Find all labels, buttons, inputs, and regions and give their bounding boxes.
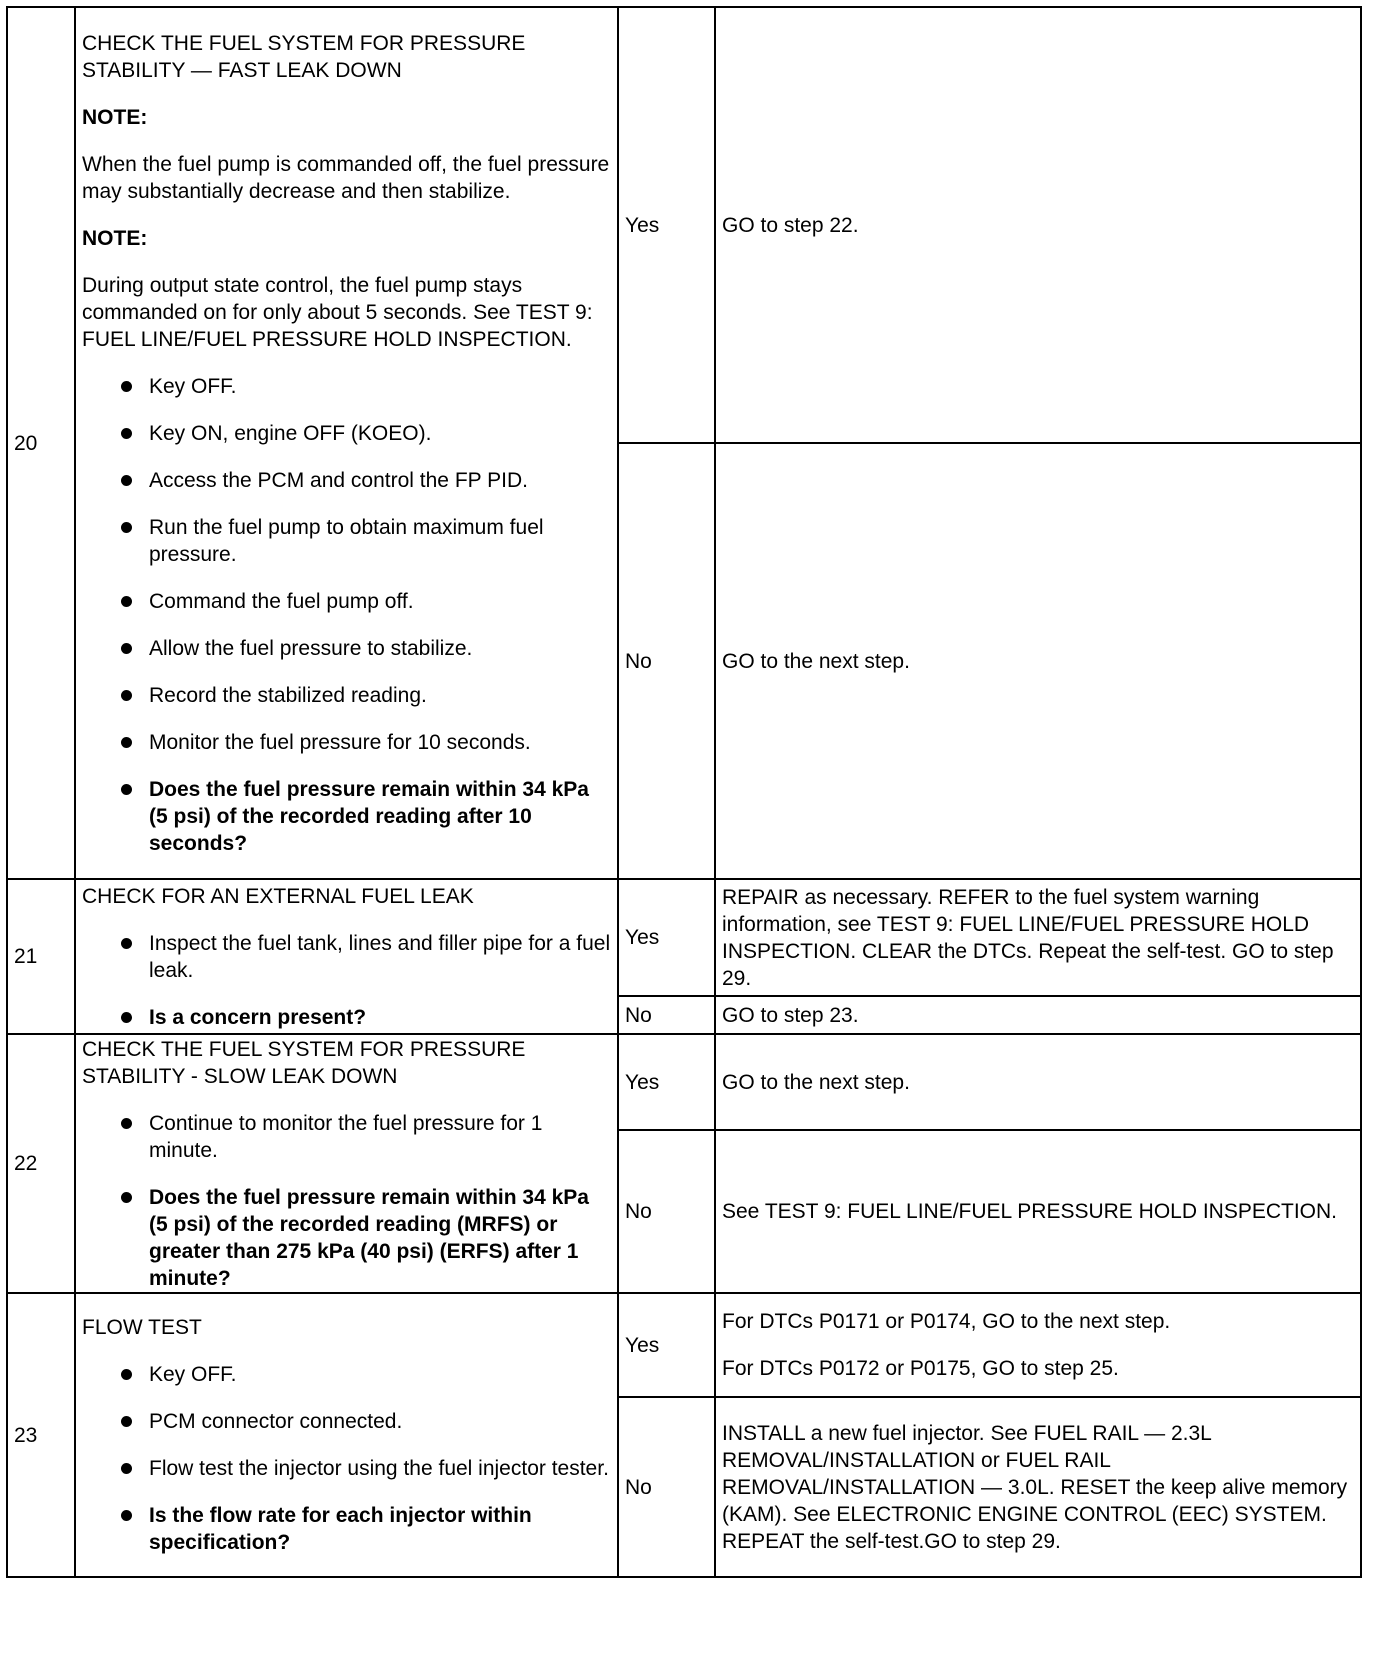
test-title: FLOW TEST: [82, 1316, 202, 1339]
bullet-item: Access the PCM and control the FP PID.: [82, 467, 611, 494]
bullet-item: Key OFF.: [82, 1361, 611, 1388]
test-question: Does the fuel pressure remain within 34 kPa (5 psi) of the recorded reading after 10 seconds?: [82, 776, 611, 857]
answer-no: No: [618, 1130, 715, 1293]
bullet-item: Flow test the injector using the fuel injector tester.: [82, 1455, 611, 1482]
diagnostic-table: [6, 6, 1362, 1578]
answer-yes: Yes: [618, 7, 715, 443]
test-cell: [75, 879, 618, 1034]
action-no: See TEST 9: FUEL LINE/FUEL PRESSURE HOLD INSPECTION.: [715, 1130, 1361, 1293]
test-cell: [75, 7, 618, 879]
action-yes: [715, 1293, 1361, 1397]
note-text: When the fuel pump is commanded off, the fuel pressure may substantially decrease and then stabilize.: [82, 152, 610, 203]
step-number: 22: [7, 1034, 75, 1293]
step-number: 20: [7, 7, 75, 879]
note-label: NOTE:: [82, 226, 148, 250]
answer-no: No: [618, 443, 715, 879]
test-title: CHECK THE FUEL SYSTEM FOR PRESSURE STABILITY — FAST LEAK DOWN: [82, 31, 526, 82]
answer-no: No: [618, 996, 715, 1034]
step-23-yes-row: [7, 1293, 1361, 1397]
action-yes: GO to the next step.: [715, 1034, 1361, 1130]
step-20-yes-row: [7, 7, 1361, 443]
bullet-item: Inspect the fuel tank, lines and filler pipe for a fuel leak.: [82, 930, 611, 984]
bullet-item: Key OFF.: [82, 373, 611, 400]
answer-yes: Yes: [618, 879, 715, 996]
bullet-item: PCM connector connected.: [82, 1408, 611, 1435]
bullet-item: Allow the fuel pressure to stabilize.: [82, 635, 611, 662]
bullet-item: Command the fuel pump off.: [82, 588, 611, 615]
answer-yes: Yes: [618, 1293, 715, 1397]
bullet-item: Run the fuel pump to obtain maximum fuel pressure.: [82, 514, 611, 568]
test-cell: [75, 1034, 618, 1293]
test-bullets: [82, 930, 611, 1031]
test-question: Does the fuel pressure remain within 34 kPa (5 psi) of the recorded reading (MRFS) or greater than 275 kPa (40 psi) (ERFS) after 1 minute?: [82, 1184, 611, 1292]
bullet-item: Monitor the fuel pressure for 10 seconds.: [82, 729, 611, 756]
bullet-item: Continue to monitor the fuel pressure for 1 minute.: [82, 1110, 611, 1164]
step-number: 21: [7, 879, 75, 1034]
test-bullets: [82, 1361, 611, 1556]
action-no: INSTALL a new fuel injector. See FUEL RAIL — 2.3L REMOVAL/INSTALLATION or FUEL RAIL REMOVAL/INSTALLATION — 3.0L. RESET the keep alive memory (KAM). See ELECTRONIC ENGINE CONTROL (EEC) SYSTEM. REPEAT the self-test.GO to step 29.: [715, 1397, 1361, 1577]
test-cell: [75, 1293, 618, 1577]
test-bullets: [82, 1110, 611, 1292]
bullet-item: Key ON, engine OFF (KOEO).: [82, 420, 611, 447]
action-yes: GO to step 22.: [715, 7, 1361, 443]
test-question: Is the flow rate for each injector within specification?: [82, 1502, 611, 1556]
test-title: CHECK FOR AN EXTERNAL FUEL LEAK: [82, 884, 474, 908]
answer-yes: Yes: [618, 1034, 715, 1130]
step-number: 23: [7, 1293, 75, 1577]
action-no: GO to step 23.: [715, 996, 1361, 1034]
note-label: NOTE:: [82, 105, 148, 129]
action-line: For DTCs P0171 or P0174, GO to the next step.: [722, 1310, 1171, 1333]
test-title: CHECK THE FUEL SYSTEM FOR PRESSURE STABILITY - SLOW LEAK DOWN: [82, 1037, 526, 1088]
step-22-yes-row: [7, 1034, 1361, 1130]
test-bullets: [82, 373, 611, 857]
action-no: GO to the next step.: [715, 443, 1361, 879]
action-line: For DTCs P0172 or P0175, GO to step 25.: [722, 1357, 1119, 1380]
bullet-item: Record the stabilized reading.: [82, 682, 611, 709]
test-question: Is a concern present?: [82, 1004, 611, 1031]
step-21-yes-row: [7, 879, 1361, 996]
action-yes: REPAIR as necessary. REFER to the fuel system warning information, see TEST 9: FUEL LINE/FUEL PRESSURE HOLD INSPECTION. CLEAR the DTCs. Repeat the self-test. GO to step 29.: [715, 879, 1361, 996]
note-text: During output state control, the fuel pump stays commanded on for only about 5 seconds. See TEST 9: FUEL LINE/FUEL PRESSURE HOLD INSPECTION.: [82, 273, 593, 351]
answer-no: No: [618, 1397, 715, 1577]
